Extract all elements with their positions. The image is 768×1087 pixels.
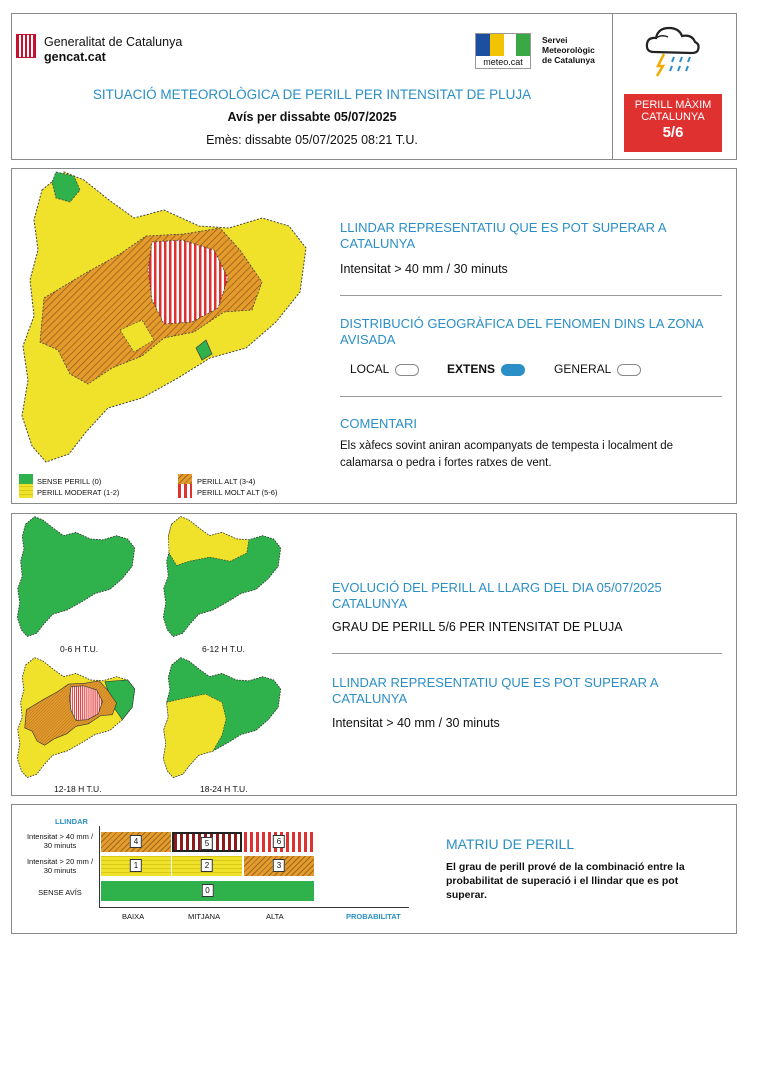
evolution-heading: EVOLUCIÓ DEL PERILL AL LLARG DEL DIA 05/07/2025 CATALUNYA — [332, 580, 662, 611]
matrix-row-label-high: Intensitat > 40 mm / 30 minuts — [26, 832, 94, 850]
distribution-option-extens[interactable]: EXTENS — [447, 362, 525, 376]
catalonia-map — [14, 170, 314, 466]
map-label-6-12: 6-12 H T.U. — [202, 644, 245, 654]
toggle-local[interactable] — [395, 364, 419, 376]
distribution-heading: DISTRIBUCIÓ GEOGRÀFICA DEL FENOMEN DINS LA ZONA AVISADA — [340, 316, 703, 347]
divider — [340, 396, 722, 397]
toggle-general[interactable] — [617, 364, 641, 376]
threshold-heading-2: LLINDAR REPRESENTATIU QUE ES POT SUPERAR A CATALUNYA — [332, 675, 658, 706]
page-title: SITUACIÓ METEOROLÒGICA DE PERILL PER INTENSITAT DE PLUJA — [92, 87, 532, 102]
threshold-heading: LLINDAR REPRESENTATIU QUE ES POT SUPERAR A CATALUNYA — [340, 220, 666, 251]
gov-name: Generalitat de Catalunya — [44, 35, 183, 49]
matrix-heading: MATRIU DE PERILL — [446, 836, 575, 852]
matrix-x-title: PROBABILITAT — [346, 912, 401, 921]
map-6-12 — [160, 515, 284, 639]
toggle-extens[interactable] — [501, 364, 525, 376]
meteocat-logo-icon — [475, 33, 531, 69]
map-18-24 — [160, 656, 284, 780]
issued-time: Emès: dissabte 05/07/2025 08:21 T.U. — [206, 133, 418, 147]
map-label-12-18: 12-18 H T.U. — [54, 784, 102, 794]
header-divider — [612, 14, 613, 159]
comment-text: Els xàfecs sovint aniran acompanyats de tempesta i localment de calamarsa o pedra i fortes ratxes de vent. — [340, 440, 674, 469]
legend-label-high: PERILL ALT (3-4) — [197, 477, 256, 486]
matrix-cell-5: 5 — [172, 832, 242, 852]
matrix-x-axis — [99, 907, 409, 908]
servei-name: Servei Meteorològic de Catalunya — [542, 35, 595, 65]
meteo-logo-text: meteo.cat — [483, 57, 523, 67]
comment-heading: COMENTARI — [340, 416, 418, 431]
max-danger-badge: PERILL MÀXIM CATALUNYA 5/6 — [624, 94, 722, 152]
page-subtitle: Avís per dissabte 05/07/2025 — [227, 110, 397, 124]
legend-swatch-moderate — [19, 484, 33, 498]
map-label-0-6: 0-6 H T.U. — [60, 644, 99, 654]
matrix-y-axis — [99, 826, 100, 908]
max-danger-level: 5/6 — [662, 124, 684, 141]
distribution-option-local[interactable]: LOCAL — [350, 362, 419, 376]
matrix-cell-1: 1 — [101, 856, 171, 876]
matrix-row-label-mid: Intensitat > 20 mm / 30 minuts — [26, 857, 94, 875]
distribution-option-general[interactable]: GENERAL — [554, 362, 641, 376]
divider — [332, 653, 722, 654]
evolution-value: GRAU DE PERILL 5/6 PER INTENSITAT DE PLUJA — [332, 620, 623, 634]
threshold-value: Intensitat > 40 mm / 30 minuts — [340, 262, 508, 276]
divider — [340, 295, 722, 296]
legend-label-moderate: PERILL MODERAT (1-2) — [37, 488, 120, 497]
matrix-text: El grau de perill prové de la combinació entre la probabilitat de superació i el llindar que es pot superar. — [446, 861, 685, 901]
threshold-value-2: Intensitat > 40 mm / 30 minuts — [332, 716, 500, 730]
map-label-18-24: 18-24 H T.U. — [200, 784, 248, 794]
matrix-x-label-low: BAIXA — [122, 912, 145, 921]
storm-cloud-icon — [642, 20, 704, 78]
matrix-cell-0: 0 — [101, 881, 314, 901]
matrix-x-label-high: ALTA — [266, 912, 284, 921]
map-12-18 — [14, 656, 138, 780]
legend-swatch-very-high — [178, 484, 192, 498]
matrix-cell-6: 6 — [244, 832, 314, 852]
matrix-x-label-mid: MITJANA — [188, 912, 221, 921]
generalitat-logo-icon — [16, 34, 36, 58]
legend-label-very-high: PERILL MOLT ALT (5-6) — [197, 488, 278, 497]
gov-site[interactable]: gencat.cat — [44, 50, 106, 64]
matrix-cell-2: 2 — [172, 856, 242, 876]
matrix-row-label-none: SENSE AVÍS — [38, 888, 82, 897]
matrix-cell-3: 3 — [244, 856, 314, 876]
matrix-cell-4: 4 — [101, 832, 171, 852]
matrix-y-title: LLINDAR — [55, 817, 88, 826]
legend-label-none: SENSE PERILL (0) — [37, 477, 102, 486]
map-0-6 — [14, 515, 138, 639]
